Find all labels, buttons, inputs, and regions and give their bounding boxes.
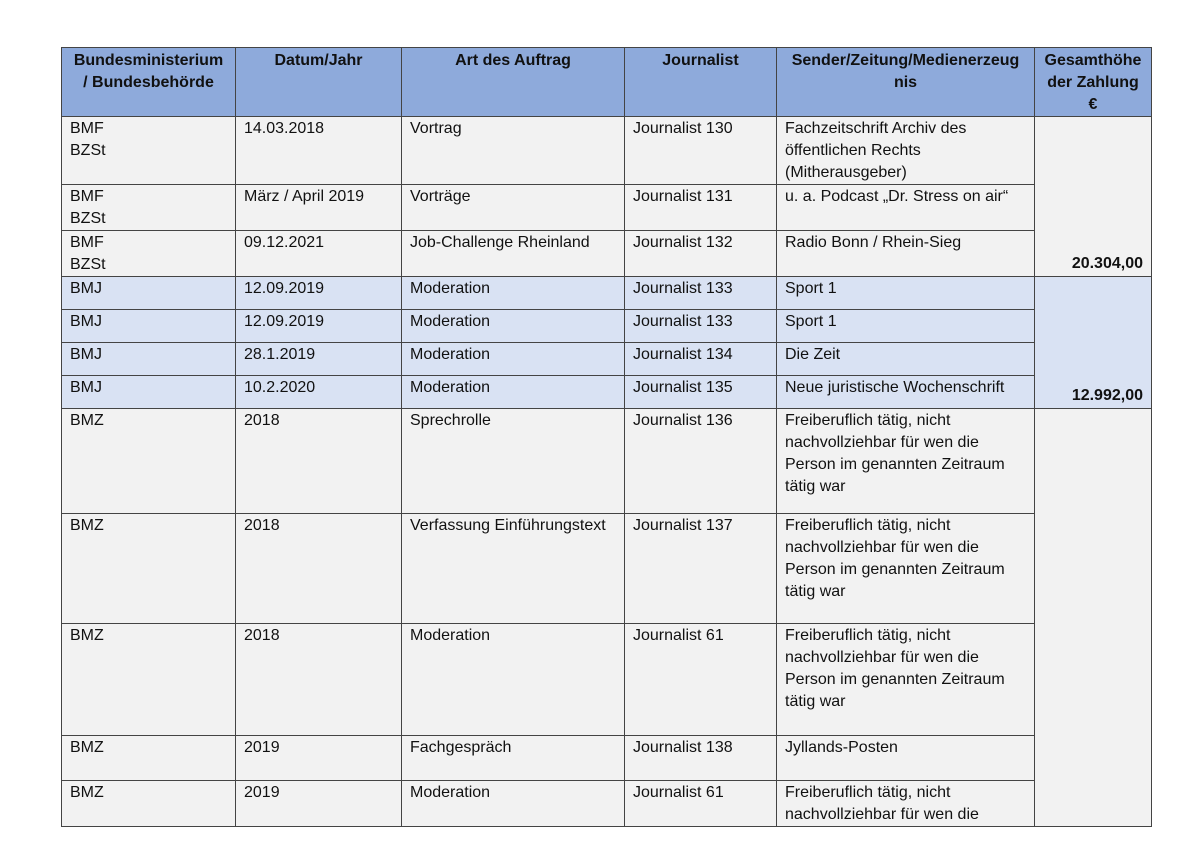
cell-journalist: Journalist 61 [625, 781, 777, 827]
cell-medium: Freiberuflich tätig, nicht nachvollziehbar für wen die Person im genannten Zeitraum tätig war [777, 624, 1035, 736]
cell-medium: Radio Bonn / Rhein-Sieg [777, 231, 1035, 277]
cell-journalist: Journalist 61 [625, 624, 777, 736]
cell-journalist: Journalist 133 [625, 310, 777, 343]
cell-medium: Jyllands-Posten [777, 736, 1035, 781]
table-row [62, 376, 1152, 409]
cell-journalist: Journalist 130 [625, 117, 777, 185]
table-row [62, 736, 1152, 781]
table-row [62, 624, 1152, 736]
cell-date: 12.09.2019 [236, 277, 402, 310]
cell-date: 09.12.2021 [236, 231, 402, 277]
cell-date: 12.09.2019 [236, 310, 402, 343]
cell-type: Moderation [402, 277, 625, 310]
cell-type: Moderation [402, 343, 625, 376]
cell-ministry: BMJ [62, 343, 236, 376]
cell-ministry: BMF BZSt [62, 231, 236, 277]
header-type: Art des Auftrag [402, 48, 625, 117]
cell-ministry: BMZ [62, 624, 236, 736]
cell-journalist: Journalist 138 [625, 736, 777, 781]
cell-ministry: BMZ [62, 781, 236, 827]
cell-medium: u. a. Podcast „Dr. Stress on air“ [777, 185, 1035, 231]
cell-type: Moderation [402, 376, 625, 409]
cell-medium: Freiberuflich tätig, nicht nachvollziehbar für wen die Person im genannten Zeitraum tätig war [777, 409, 1035, 514]
table-row [62, 343, 1152, 376]
cell-ministry: BMF BZSt [62, 185, 236, 231]
cell-journalist: Journalist 131 [625, 185, 777, 231]
cell-ministry: BMJ [62, 310, 236, 343]
cell-ministry: BMZ [62, 514, 236, 624]
header-medium: Sender/Zeitung/Medienerzeug nis [777, 48, 1035, 117]
total-bmz [1035, 409, 1152, 827]
cell-date: 2019 [236, 736, 402, 781]
cell-date: 2018 [236, 624, 402, 736]
cell-medium: Freiberuflich tätig, nicht nachvollziehbar für wen die Person im genannten Zeitraum tätig war [777, 514, 1035, 624]
header-total: Gesamthöhe der Zahlung € [1035, 48, 1152, 117]
table-row [62, 514, 1152, 624]
table-row [62, 310, 1152, 343]
cell-medium: Fachzeitschrift Archiv des öffentlichen Rechts (Mitherausgeber) [777, 117, 1035, 185]
cell-type: Moderation [402, 310, 625, 343]
cell-date: 2019 [236, 781, 402, 827]
cell-medium: Sport 1 [777, 310, 1035, 343]
header-ministry: Bundesministerium / Bundesbehörde [62, 48, 236, 117]
cell-date: 14.03.2018 [236, 117, 402, 185]
table-row [62, 781, 1152, 827]
cell-type: Moderation [402, 624, 625, 736]
table-row [62, 117, 1152, 185]
cell-type: Verfassung Einführungstext [402, 514, 625, 624]
cell-journalist: Journalist 135 [625, 376, 777, 409]
total-bmj: 12.992,00 [1035, 277, 1152, 409]
cell-date: 10.2.2020 [236, 376, 402, 409]
table-row [62, 231, 1152, 277]
cell-date: 2018 [236, 514, 402, 624]
cell-medium: Freiberuflich tätig, nicht nachvollziehbar für wen die [777, 781, 1035, 827]
cell-journalist: Journalist 133 [625, 277, 777, 310]
table-row [62, 277, 1152, 310]
cell-journalist: Journalist 136 [625, 409, 777, 514]
header-journalist: Journalist [625, 48, 777, 117]
cell-ministry: BMJ [62, 277, 236, 310]
cell-date: März / April 2019 [236, 185, 402, 231]
cell-ministry: BMZ [62, 736, 236, 781]
cell-ministry: BMF BZSt [62, 117, 236, 185]
cell-date: 2018 [236, 409, 402, 514]
cell-date: 28.1.2019 [236, 343, 402, 376]
header-row [62, 48, 1152, 117]
cell-type: Job-Challenge Rheinland [402, 231, 625, 277]
cell-type: Vorträge [402, 185, 625, 231]
cell-journalist: Journalist 134 [625, 343, 777, 376]
table-row [62, 185, 1152, 231]
payments-table [61, 47, 1152, 827]
cell-journalist: Journalist 137 [625, 514, 777, 624]
cell-ministry: BMZ [62, 409, 236, 514]
cell-type: Fachgespräch [402, 736, 625, 781]
table-row [62, 409, 1152, 514]
cell-medium: Sport 1 [777, 277, 1035, 310]
header-date: Datum/Jahr [236, 48, 402, 117]
cell-type: Moderation [402, 781, 625, 827]
cell-medium: Neue juristische Wochenschrift [777, 376, 1035, 409]
cell-medium: Die Zeit [777, 343, 1035, 376]
cell-ministry: BMJ [62, 376, 236, 409]
cell-journalist: Journalist 132 [625, 231, 777, 277]
total-bmf: 20.304,00 [1035, 117, 1152, 277]
cell-type: Vortrag [402, 117, 625, 185]
cell-type: Sprechrolle [402, 409, 625, 514]
